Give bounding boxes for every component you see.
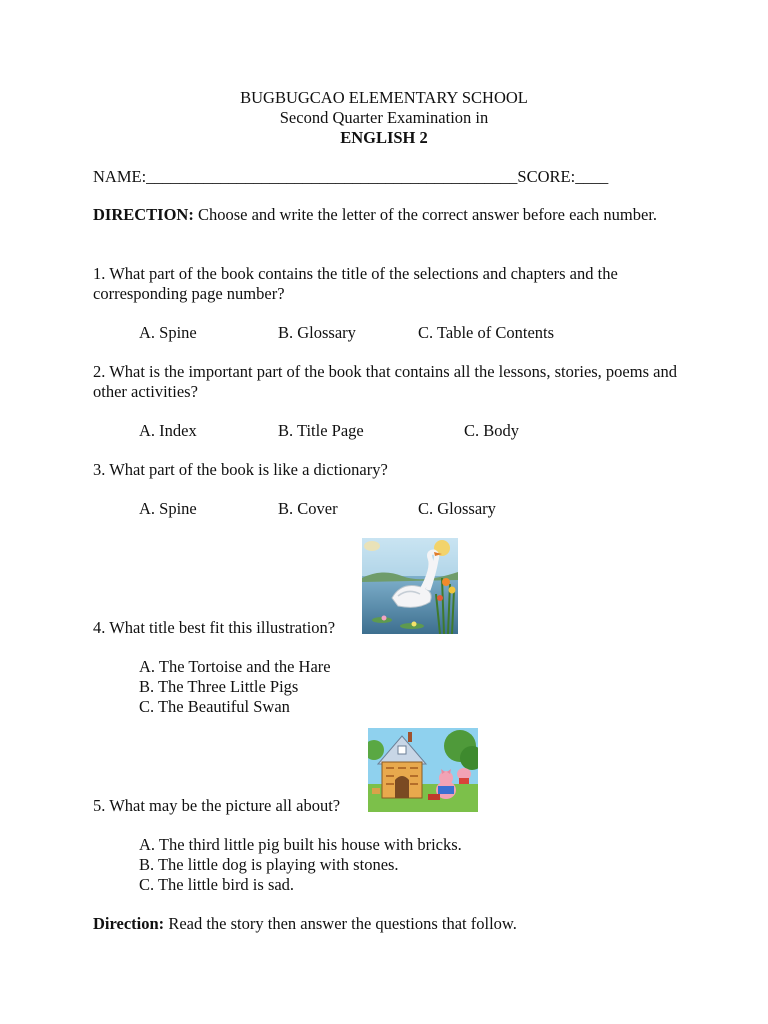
option-b: B. The Three Little Pigs: [139, 677, 299, 696]
option-c: C. Glossary: [418, 499, 496, 518]
option-b: B. Cover: [278, 499, 338, 518]
option-c: C. Body: [464, 421, 520, 440]
option-c: C. The little bird is sad.: [139, 875, 295, 894]
name-label: NAME:: [93, 167, 147, 186]
house-illustration: [368, 728, 478, 812]
question-1-options: [0, 323, 768, 343]
option-a: A. The third little pig built his house with bricks.: [139, 835, 462, 854]
option-a: A. The Tortoise and the Hare: [139, 657, 331, 676]
exam-title: Second Quarter Examination in: [279, 108, 489, 127]
question-3-options: [0, 499, 768, 519]
subject-title: ENGLISH 2: [340, 128, 428, 147]
option-c: C. The Beautiful Swan: [139, 697, 290, 716]
question-4-options: [139, 657, 331, 717]
option-b: B. Glossary: [278, 323, 356, 342]
option-a: A. Spine: [139, 499, 197, 518]
option-b: B. The little dog is playing with stones.: [139, 855, 399, 874]
direction-2: [93, 914, 683, 934]
score-blank: ____: [575, 167, 609, 186]
school-name: BUGBUGCAO ELEMENTARY SCHOOL: [240, 88, 528, 107]
question-4: 4. What title best fit this illustration?: [93, 618, 336, 637]
option-b: B. Title Page: [278, 421, 364, 440]
exam-header: [0, 88, 768, 148]
name-blank: _____________________________________________: [146, 167, 518, 186]
direction-text: Choose and write the letter of the correct answer before each number.: [193, 205, 658, 224]
direction-1: [93, 205, 683, 225]
option-c: C. Table of Contents: [418, 323, 555, 342]
question-2-options: [0, 421, 768, 441]
question-5-options: [139, 835, 462, 895]
option-a: A. Index: [139, 421, 197, 440]
question-2: 2. What is the important part of the book that contains all the lessons, stories, poems and other activities?: [93, 362, 677, 401]
question-5: 5. What may be the picture all about?: [93, 796, 341, 815]
direction-label: DIRECTION:: [93, 205, 194, 224]
question-3: 3. What part of the book is like a dictionary?: [93, 460, 388, 479]
option-a: A. Spine: [139, 323, 197, 342]
direction-label: Direction:: [93, 914, 165, 933]
swan-illustration: [362, 538, 458, 634]
direction-text: Read the story then answer the questions that follow.: [164, 914, 517, 933]
student-info-line: [93, 167, 608, 187]
question-1: 1. What part of the book contains the title of the selections and chapters and the corresponding page number?: [93, 264, 618, 303]
score-label: SCORE:: [517, 167, 576, 186]
